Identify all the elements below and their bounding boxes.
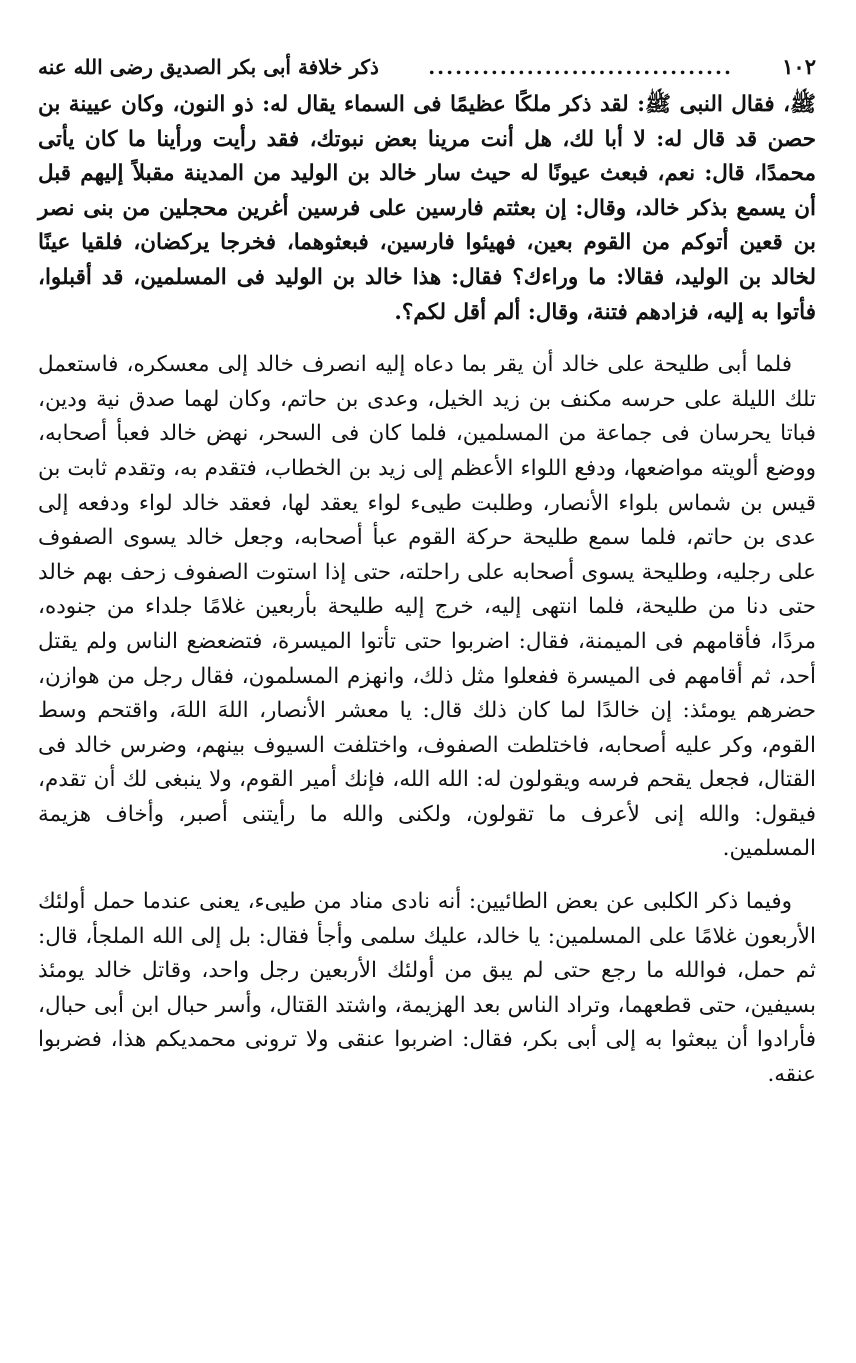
book-page xyxy=(38,52,816,1093)
page-number: ١٠٢ xyxy=(782,54,816,79)
paragraph-1: ﷺ، فقال النبى ﷺ: لقد ذكر ملكًا عظيمًا فى السماء يقال له: ذو النون، وكان عيينة بن حصن قد قال له: لا أبا لك، هل أنت مرينا بعض نبوتك، فقد رأيت ورأينا ما كان يأتى محمدًا، قال: نعم، فبعث عيونًا له حيث سار خالد بن الوليد من المدينة مقبلاً إليهم قبل أن يسمع بذكر خالد، وقال: إن بعثتم فارسين على فرسين أغرين محجلين من بنى نصر بن قعين أتوكم من القوم بعين، فهيئوا فارسين، فبعثوهما، فخرجا يركضان، فلقيا عينًا لخالد بن الوليد، فقالا: ما وراءك؟ فقال: هذا خالد بن الوليد فى المسلمين، قد أقبلوا، فأتوا به إليه، فزادهم فتنة، وقال: ألم أقل لكم؟. xyxy=(38,92,816,325)
body-text xyxy=(38,88,816,1093)
running-header xyxy=(38,52,816,86)
paragraph-2: فلما أبى طليحة على خالد أن يقر بما دعاه إليه انصرف خالد إلى معسكره، فاستعمل تلك الليلة على حرسه مكنف بن زيد الخيل، وعدى بن حاتم، وكان لهما صدق نية ودين، فباتا يحرسان فى جماعة من المسلمين، فلما كان فى السحر، نهض خالد فعبأ أصحابه، ووضع ألويته مواضعها، ودفع اللواء الأعظم إلى زيد بن الخطاب، فتقدم به، وتقدم ثابت بن قيس بن شماس بلواء الأنصار، وطلبت طيىء لواء يعقد لها، فعقد خالد لواء ودفعه إلى عدى بن حاتم، فلما سمع طليحة حركة القوم عبأ أصحابه، وجعل خالد يسوى الصفوف على رجليه، وطليحة يسوى أصحابه على راحلته، حتى إذا استوت الصفوف زحف بهم خالد حتى دنا من طليحة، فلما انتهى إليه، خرج إليه طليحة بأربعين غلامًا جلداء من جنوده، مردًا، فأقامهم فى الميمنة، فقال: اضربوا حتى تأتوا الميسرة، فتضعضع الناس ولم يقتل أحد، ثم أقامهم فى الميسرة ففعلوا مثل ذلك، وانهزم المسلمون، فقال رجل من هوازن، حضرهم يومئذ: إن خالدًا لما كان ذلك قال: يا معشر الأنصار، اللهَ اللهَ، واقتحم وسط القوم، وكر عليه أصحابه، فاختلطت الصفوف، واختلفت السيوف بينهم، وضرس خالد فى القتال، فجعل يقحم فرسه ويقولون له: الله الله، فإنك أمير القوم، ولا ينبغى لك أن تقدم، فيقول: والله إنى لأعرف ما تقولون، ولكنى والله ما رأيتنى أصبر، وأخاف هزيمة المسلمين. xyxy=(38,352,816,862)
paragraph-3: وفيما ذكر الكلبى عن بعض الطائيين: أنه نادى مناد من طيىء، يعنى عندما حمل أولئك الأربعون غلامًا على المسلمين: يا خالد، عليك سلمى وأجأ فقال: بل إلى الله الملجأ، قال: ثم حمل، فوالله ما رجع حتى لم يبق من أولئك الأربعين رجل واحد، وقاتل خالد يومئذ بسيفين، حتى قطعهما، وتراد الناس بعد الهزيمة، واشتد القتال، وأسر حبال ابن أبى حبال، فأرادوا أن يبعثوا به إلى أبى بكر، فقال: اضربوا عنقى ولا ترونى محمديكم هذا، فضربوا عنقه. xyxy=(38,889,816,1088)
header-dot-leader: .................................. xyxy=(428,55,733,79)
chapter-title: ذكر خلافة أبى بكر الصديق رضى الله عنه xyxy=(38,55,379,79)
